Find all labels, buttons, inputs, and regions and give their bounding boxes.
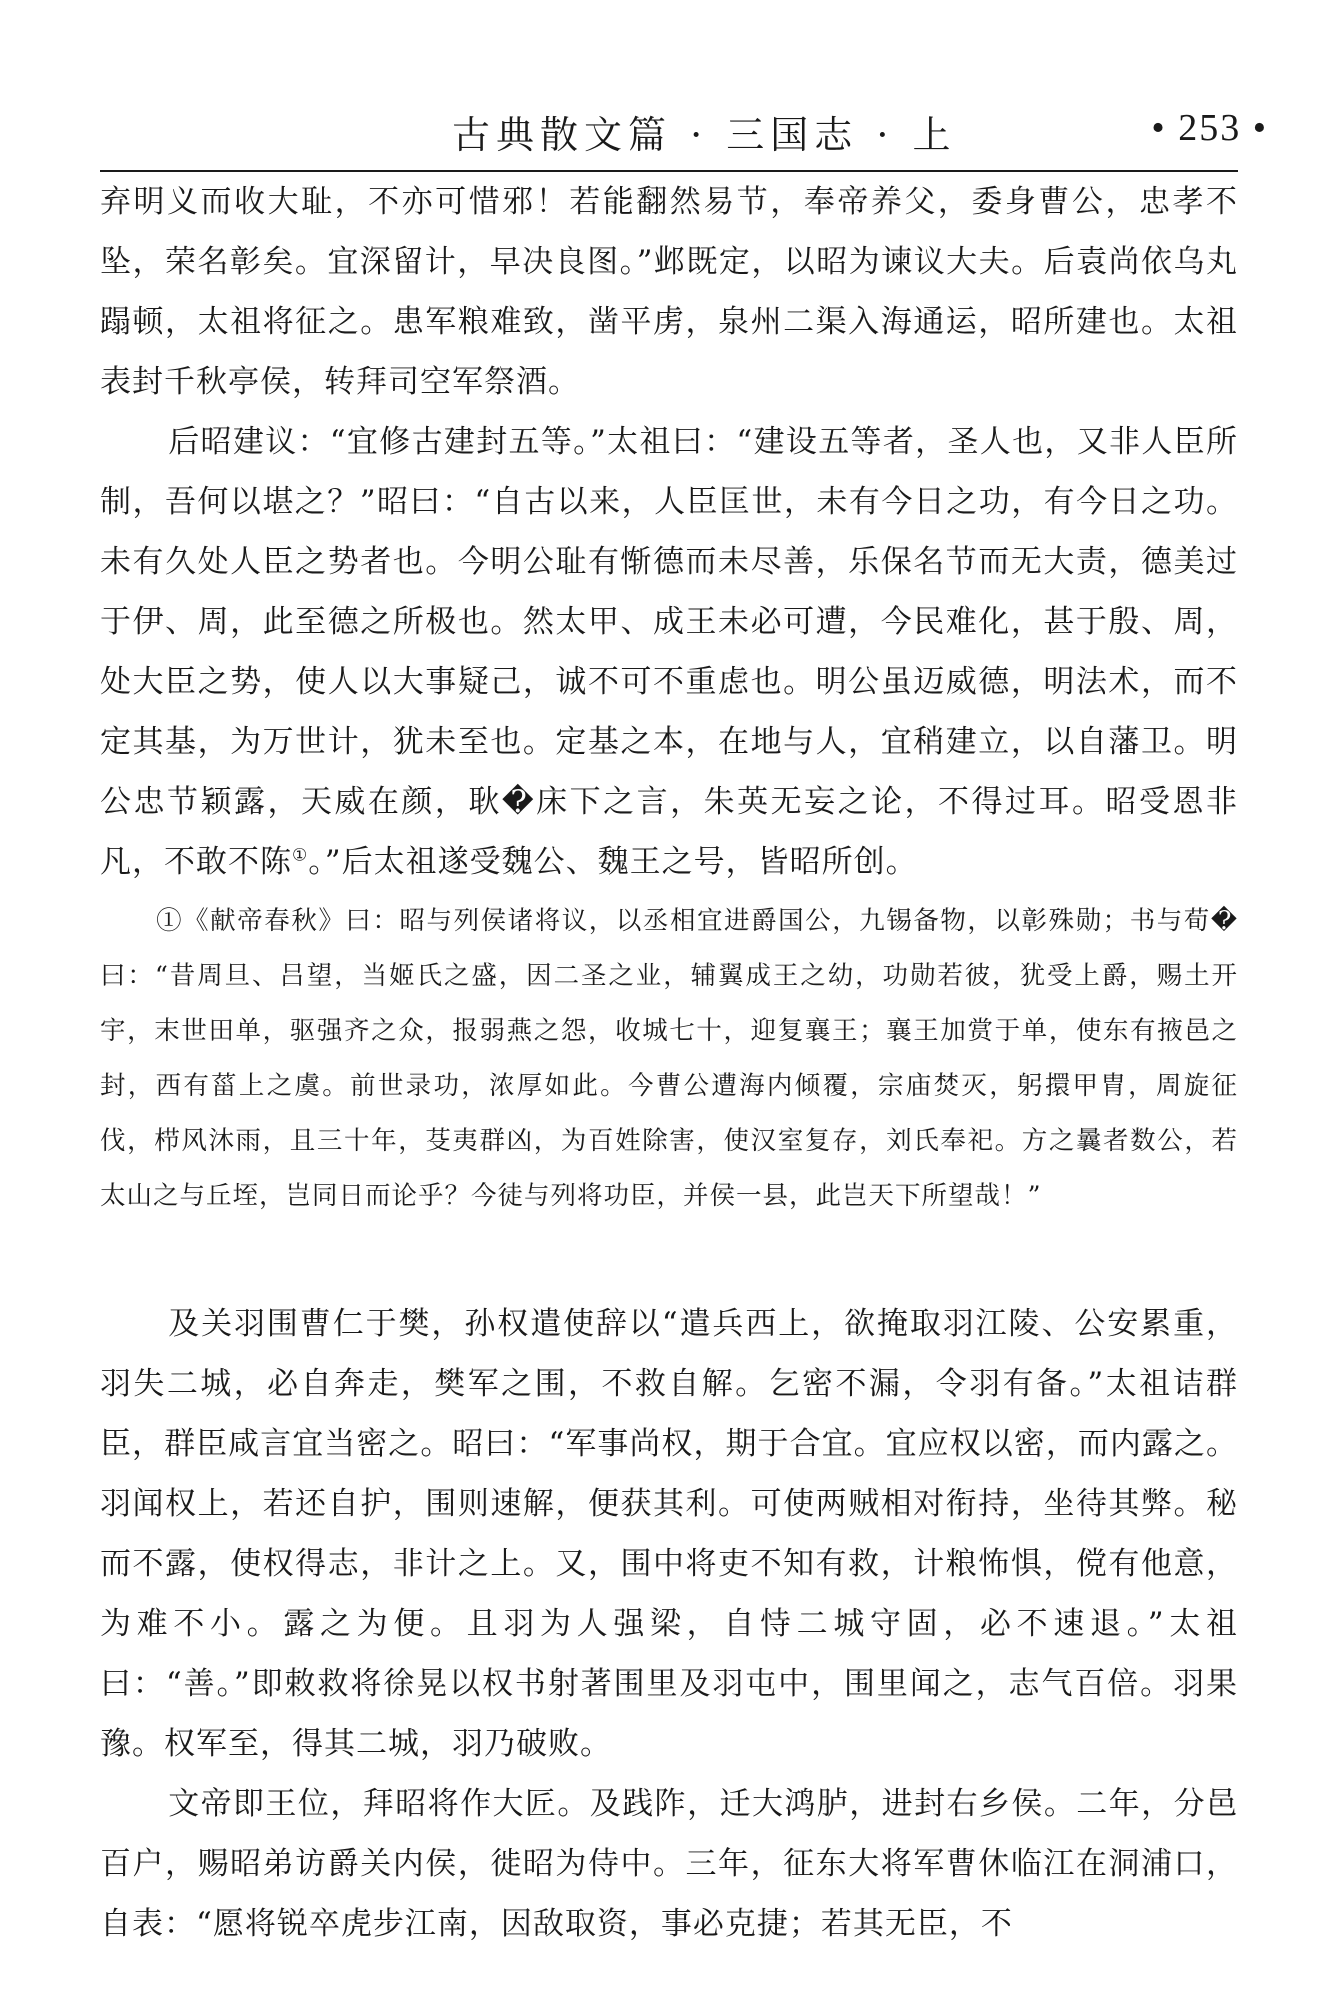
- paragraph-2: [100, 412, 1238, 892]
- paragraph-1: 弃明义而收大耻，不亦可惜邪！若能翻然易节，奉帝养父，委身曹公，忠孝不坠，荣名彰矣。宜深留计，早决良图。”邺既定，以昭为谏议大夫。后袁尚依乌丸蹋顿，太祖将征之。患军粮难致，凿平虏，泉州二渠入海通运，昭所建也。太祖表封千秋亭侯，转拜司空军祭酒。: [100, 184, 1238, 400]
- paragraph-4: 文帝即王位，拜昭将作大匠。及践阼，迁大鸿胪，进封右乡侯。二年，分邑百户，赐昭弟访爵关内侯，徙昭为侍中。三年，征东大将军曹休临江在洞浦口，自表：“愿将锐卒虎步江南，因敌取资，事必克捷；若其无臣，不: [100, 1786, 1238, 1942]
- paragraph-2-text: 后昭建议：“宜修古建封五等。”太祖曰：“建设五等者，圣人也，又非人臣所制，吾何以堪之？”昭曰：“自古以来，人臣匡世，未有今日之功，有今日之功。未有久处人臣之势者也。今明公耻有惭德而未尽善，乐保名节而无大责，德美过于伊、周，此至德之所极也。然太甲、成王未必可遭，今民难化，甚于殷、周，处大臣之势，使人以大事疑己，诚不可不重虑也。明公虽迈威德，明法术，而不定其基，为万世计，犹未至也。定基之本，在地与人，宜稍建立，以自藩卫。明公忠节颖露，天威在颜，耿�床下之言，朱英无妄之论，不得过耳。昭受恩非凡，不敢不陈: [100, 424, 1238, 880]
- paragraph-3: 及关羽围曹仁于樊，孙权遣使辞以“遣兵西上，欲掩取羽江陵、公安累重，羽失二城，必自奔走，樊军之围，不救自解。乞密不漏，令羽有备。”太祖诘群臣，群臣咸言宜当密之。昭曰：“军事尚权，期于合宜。宜应权以密，而内露之。羽闻权上，若还自护，围则速解，便获其利。可使两贼相对衔持，坐待其弊。秘而不露，使权得志，非计之上。又，围中将吏不知有救，计粮怖惧，傥有他意，为难不小。露之为便。且羽为人强梁，自恃二城守固，必不速退。”太祖曰：“善。”即敕救将徐晃以权书射著围里及羽屯中，围里闻之，志气百倍。羽果豫。权军至，得其二城，羽乃破败。: [100, 1306, 1238, 1762]
- footnote-text: 《献帝春秋》曰：昭与列侯诸将议，以丞相宜进爵国公，九锡备物，以彰殊勋；书与荀�曰：“昔周旦、吕望，当姬氏之盛，因二圣之业，辅翼成王之幼，功勋若彼，犹受上爵，赐土开宇，末世田单，驱强齐之众，报弱燕之怨，收城七十，迎复襄王；襄王加赏于单，使东有掖邑之封，西有菑上之虞。前世录功，浓厚如此。今曹公遭海内倾覆，宗庙焚灭，躬擐甲胄，周旋征伐，栉风沐雨，且三十年，芟夷群凶，为百姓除害，使汉室复存，刘氏奉祀。方之曩者数公，若太山之与丘垤，岂同日而论乎？今徒与列将功臣，并侯一县，此岂天下所望哉！”: [100, 906, 1238, 1211]
- footnote-reference: ①: [292, 845, 309, 866]
- header-title: 古典散文篇 · 三国志 · 上: [452, 113, 957, 157]
- page-number: • 253 •: [1151, 107, 1268, 149]
- footnote-marker: ①: [156, 906, 184, 936]
- paragraph-2-tail: 。”后太祖遂受魏公、魏王之号，皆昭所创。: [308, 844, 918, 880]
- footnote: [100, 894, 1238, 1224]
